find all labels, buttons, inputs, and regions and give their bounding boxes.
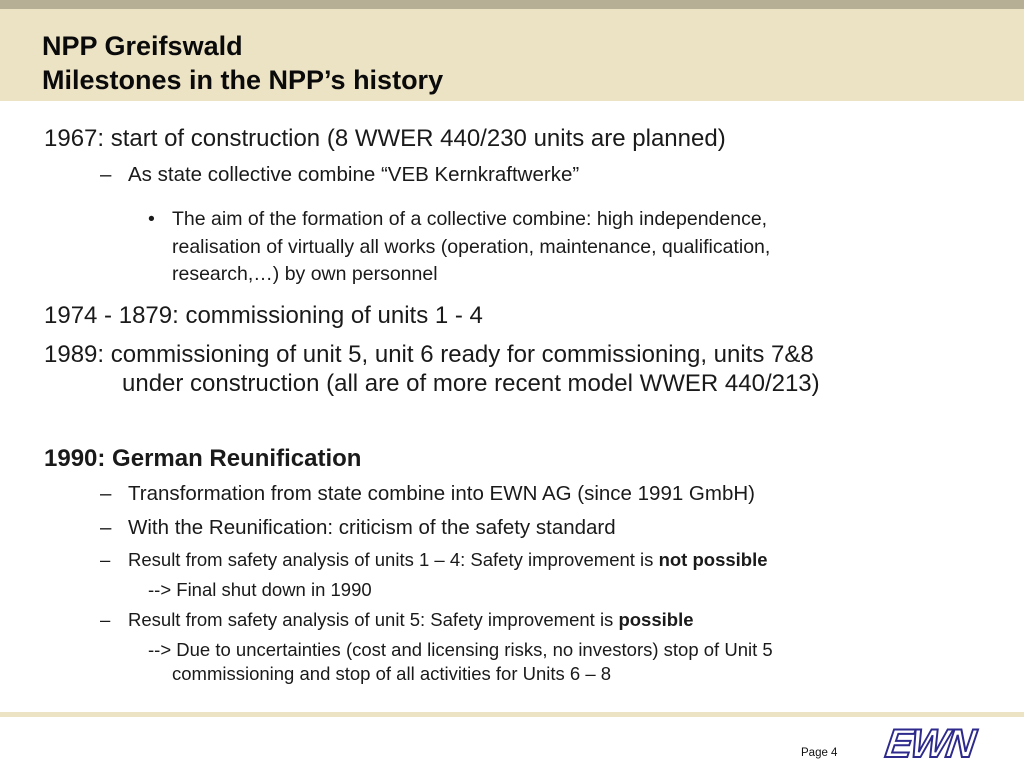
footer-band <box>0 712 1024 717</box>
dash-marker: – <box>100 549 111 570</box>
title-line-2: Milestones in the NPP’s history <box>42 65 444 95</box>
unit-5-verdict: possible <box>618 609 694 630</box>
unit-5-stop-line-2: commissioning and stop of all activities for Units 6 – 8 <box>172 663 612 684</box>
page-number: Page 4 <box>801 747 838 759</box>
combine-aim-line-1: The aim of the formation of a collective combine: high independence, <box>172 208 768 230</box>
milestone-1990-heading: 1990: German Reunification <box>44 445 362 472</box>
milestone-1989-line-2: under construction (all are of more recent model WWER 440/213) <box>122 370 820 397</box>
units-1-4-shutdown: --> Final shut down in 1990 <box>148 579 372 600</box>
title-line-1: NPP Greifswald <box>42 31 243 61</box>
dash-marker: – <box>100 609 111 630</box>
units-1-4-analysis-text: Result from safety analysis of units 1 – 4: Safety improvement is <box>128 549 659 570</box>
milestone-1989-line-1: 1989: commissioning of unit 5, unit 6 ready for commissioning, units 7&8 <box>44 341 814 368</box>
dash-marker: – <box>100 163 112 186</box>
ewn-logo <box>884 722 992 766</box>
transformation-note: Transformation from state combine into EWN AG (since 1991 GmbH) <box>128 482 755 505</box>
unit-5-analysis <box>128 609 694 631</box>
criticism-note: With the Reunification: criticism of the safety standard <box>128 516 616 539</box>
combine-aim-line-3: research,…) by own personnel <box>172 263 438 285</box>
unit-5-stop-line-1: --> Due to uncertainties (cost and licensing risks, no investors) stop of Unit 5 <box>148 639 773 660</box>
milestone-1967: 1967: start of construction (8 WWER 440/230 units are planned) <box>44 125 726 152</box>
bullet-marker: • <box>148 208 155 230</box>
combine-note: As state collective combine “VEB Kernkraftwerke” <box>128 163 580 186</box>
slide-title <box>42 29 443 97</box>
dash-marker: – <box>100 516 112 539</box>
combine-aim-line-2: realisation of virtually all works (operation, maintenance, qualification, <box>172 236 771 258</box>
milestone-1974: 1974 - 1879: commissioning of units 1 - 4 <box>44 302 483 329</box>
top-stripe <box>0 0 1024 9</box>
dash-marker: – <box>100 482 112 505</box>
title-band <box>0 9 1024 101</box>
units-1-4-analysis <box>128 549 768 571</box>
ewn-logo-text: EWN <box>882 722 977 766</box>
unit-5-analysis-text: Result from safety analysis of unit 5: Safety improvement is <box>128 609 619 630</box>
units-1-4-verdict: not possible <box>658 549 768 570</box>
